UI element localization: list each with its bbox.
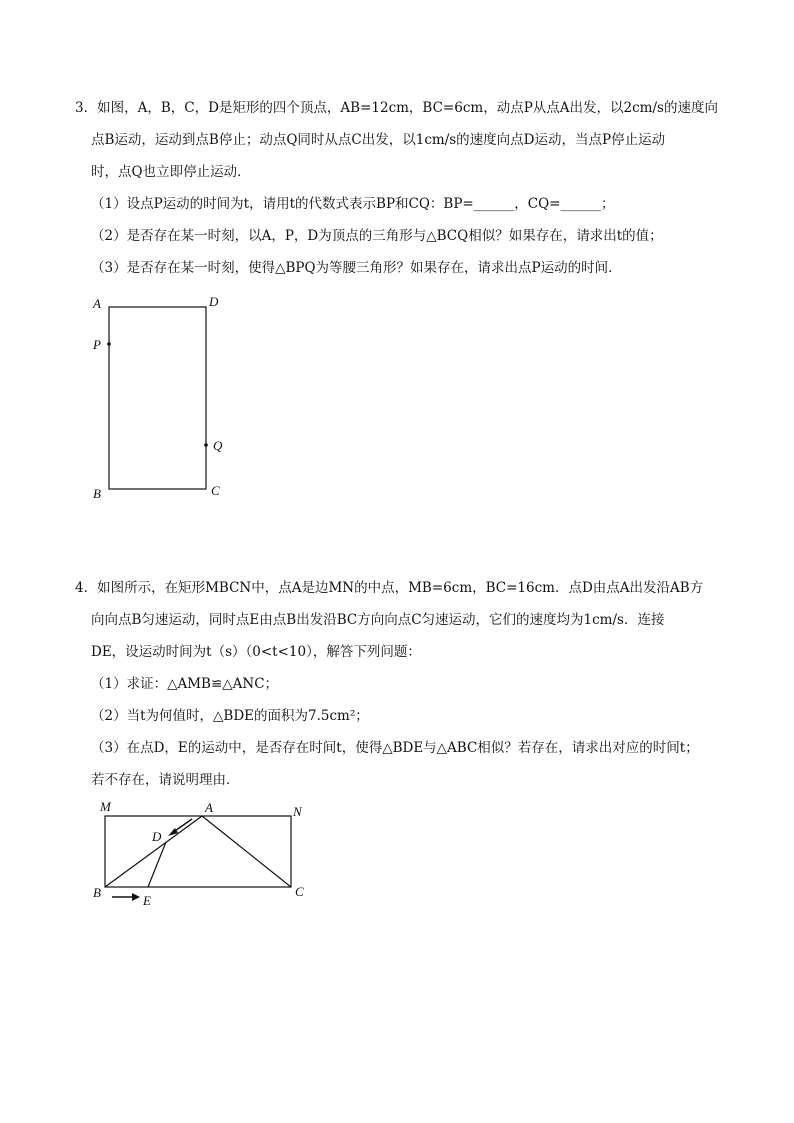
label-b: B	[93, 486, 101, 501]
problem4-subq-1: （1）求证：△AMB≌△ANC；	[91, 676, 279, 692]
problem3-line-1: 3．如图，A，B，C，D是矩形的四个顶点，AB=12cm，BC=6cm，动点P从点A出发，以2cm/s的速度向	[75, 100, 718, 116]
label-q: Q	[213, 438, 223, 453]
problem4-subq-3: （3）在点D，E的运动中，是否存在时间t，使得△BDE与△ABC相似？若存在，请求出对应的时间t；	[91, 740, 699, 756]
label-b: B	[93, 885, 101, 900]
label-c: C	[211, 483, 220, 498]
label-d: D	[209, 294, 219, 309]
label-p: P	[93, 337, 101, 352]
problem4-line-3: DE，设运动时间为t（s）（0<t<10），解答下列问题：	[91, 644, 421, 660]
label-a: A	[205, 800, 213, 815]
problem3-line-2: 点B运动，运动到点B停止；动点Q同时从点C出发，以1cm/s的速度向点D运动，当点P停止运动	[91, 132, 666, 148]
label-a: A	[93, 296, 101, 311]
label-e: E	[143, 893, 151, 908]
label-m: M	[100, 799, 111, 814]
rectangle-mbcn	[105, 816, 291, 887]
label-c: C	[295, 884, 304, 899]
problem4-line-last: 若不存在，请说明理由．	[91, 772, 240, 788]
problem4-figure	[88, 795, 328, 915]
point-p	[107, 342, 111, 346]
problem4-line-2: 向向点B匀速运动，同时点E由点B出发沿BC方向向点C匀速运动，它们的速度均为1cm/s．连接	[91, 612, 665, 628]
problem4-line-1: 4．如图所示，在矩形MBCN中，点A是边MN的中点，MB=6cm，BC=16cm．点D由点A出发沿AB方	[75, 580, 704, 596]
segment-ab	[105, 816, 202, 887]
problem4-subq-2: （2）当t为何值时，△BDE的面积为7.5cm²；	[91, 708, 369, 724]
segment-ac	[202, 816, 291, 887]
label-d: D	[152, 829, 162, 844]
problem3-subq-2: （2）是否存在某一时刻，以A，P，D为顶点的三角形与△BCQ相似？如果存在，请求出t的值；	[91, 228, 663, 244]
arrow-e-head	[132, 893, 140, 901]
point-q	[204, 443, 208, 447]
problem3-line-3: 时，点Q也立即停止运动．	[91, 164, 251, 180]
rectangle-abcd	[109, 307, 206, 489]
label-n: N	[293, 804, 302, 819]
problem3-subq-3: （3）是否存在某一时刻，使得△BPQ为等腰三角形？如果存在，请求出点P运动的时间．	[91, 260, 622, 276]
problem3-subq-1: （1）设点P运动的时间为t，请用t的代数式表示BP和CQ：BP=______，CQ=______；	[91, 196, 615, 212]
problem3-figure	[80, 288, 240, 508]
